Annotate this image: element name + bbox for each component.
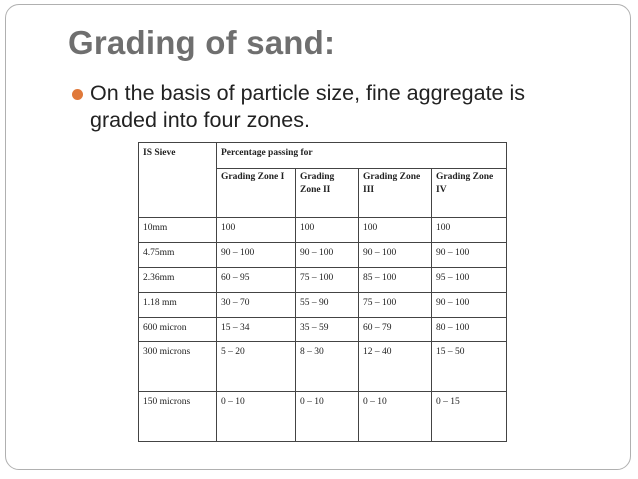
value-cell: 90 – 100 xyxy=(432,293,507,318)
value-cell: 90 – 100 xyxy=(359,243,432,268)
value-cell: 95 – 100 xyxy=(432,268,507,293)
table-row xyxy=(139,243,507,268)
sieve-cell: 10mm xyxy=(139,218,217,243)
grading-zones-table xyxy=(138,142,507,442)
value-cell: 75 – 100 xyxy=(296,268,359,293)
value-cell: 60 – 79 xyxy=(359,318,432,342)
sieve-cell: 2.36mm xyxy=(139,268,217,293)
value-cell: 15 – 50 xyxy=(432,342,507,392)
header-zone-1: Grading Zone I xyxy=(217,169,296,218)
value-cell: 0 – 10 xyxy=(217,392,296,442)
bullet-text: On the basis of particle size, fine aggregate is graded into four zones. xyxy=(90,81,526,132)
value-cell: 75 – 100 xyxy=(359,293,432,318)
sieve-cell: 4.75mm xyxy=(139,243,217,268)
table-row xyxy=(139,293,507,318)
table-row xyxy=(139,392,507,442)
header-is-sieve: IS Sieve xyxy=(139,143,217,218)
value-cell: 100 xyxy=(359,218,432,243)
value-cell: 90 – 100 xyxy=(296,243,359,268)
value-cell: 0 – 15 xyxy=(432,392,507,442)
header-zone-3: Grading Zone III xyxy=(359,169,432,218)
value-cell: 85 – 100 xyxy=(359,268,432,293)
bullet-item xyxy=(72,80,592,134)
header-percentage-passing: Percentage passing for xyxy=(217,143,507,169)
value-cell: 30 – 70 xyxy=(217,293,296,318)
value-cell: 0 – 10 xyxy=(296,392,359,442)
sieve-cell: 300 microns xyxy=(139,342,217,392)
value-cell: 90 – 100 xyxy=(432,243,507,268)
value-cell: 80 – 100 xyxy=(432,318,507,342)
table-row xyxy=(139,218,507,243)
header-zone-2: Grading Zone II xyxy=(296,169,359,218)
sieve-cell: 150 microns xyxy=(139,392,217,442)
header-zone-4: Grading Zone IV xyxy=(432,169,507,218)
value-cell: 35 – 59 xyxy=(296,318,359,342)
value-cell: 0 – 10 xyxy=(359,392,432,442)
table-row xyxy=(139,342,507,392)
sieve-cell: 1.18 mm xyxy=(139,293,217,318)
value-cell: 12 – 40 xyxy=(359,342,432,392)
table-row xyxy=(139,268,507,293)
value-cell: 100 xyxy=(296,218,359,243)
value-cell: 100 xyxy=(432,218,507,243)
table-row xyxy=(139,318,507,342)
value-cell: 5 – 20 xyxy=(217,342,296,392)
value-cell: 90 – 100 xyxy=(217,243,296,268)
bullet-dot-icon xyxy=(72,89,83,100)
value-cell: 100 xyxy=(217,218,296,243)
slide-title: Grading of sand: xyxy=(68,24,336,61)
value-cell: 60 – 95 xyxy=(217,268,296,293)
value-cell: 15 – 34 xyxy=(217,318,296,342)
sieve-cell: 600 micron xyxy=(139,318,217,342)
value-cell: 8 – 30 xyxy=(296,342,359,392)
value-cell: 55 – 90 xyxy=(296,293,359,318)
